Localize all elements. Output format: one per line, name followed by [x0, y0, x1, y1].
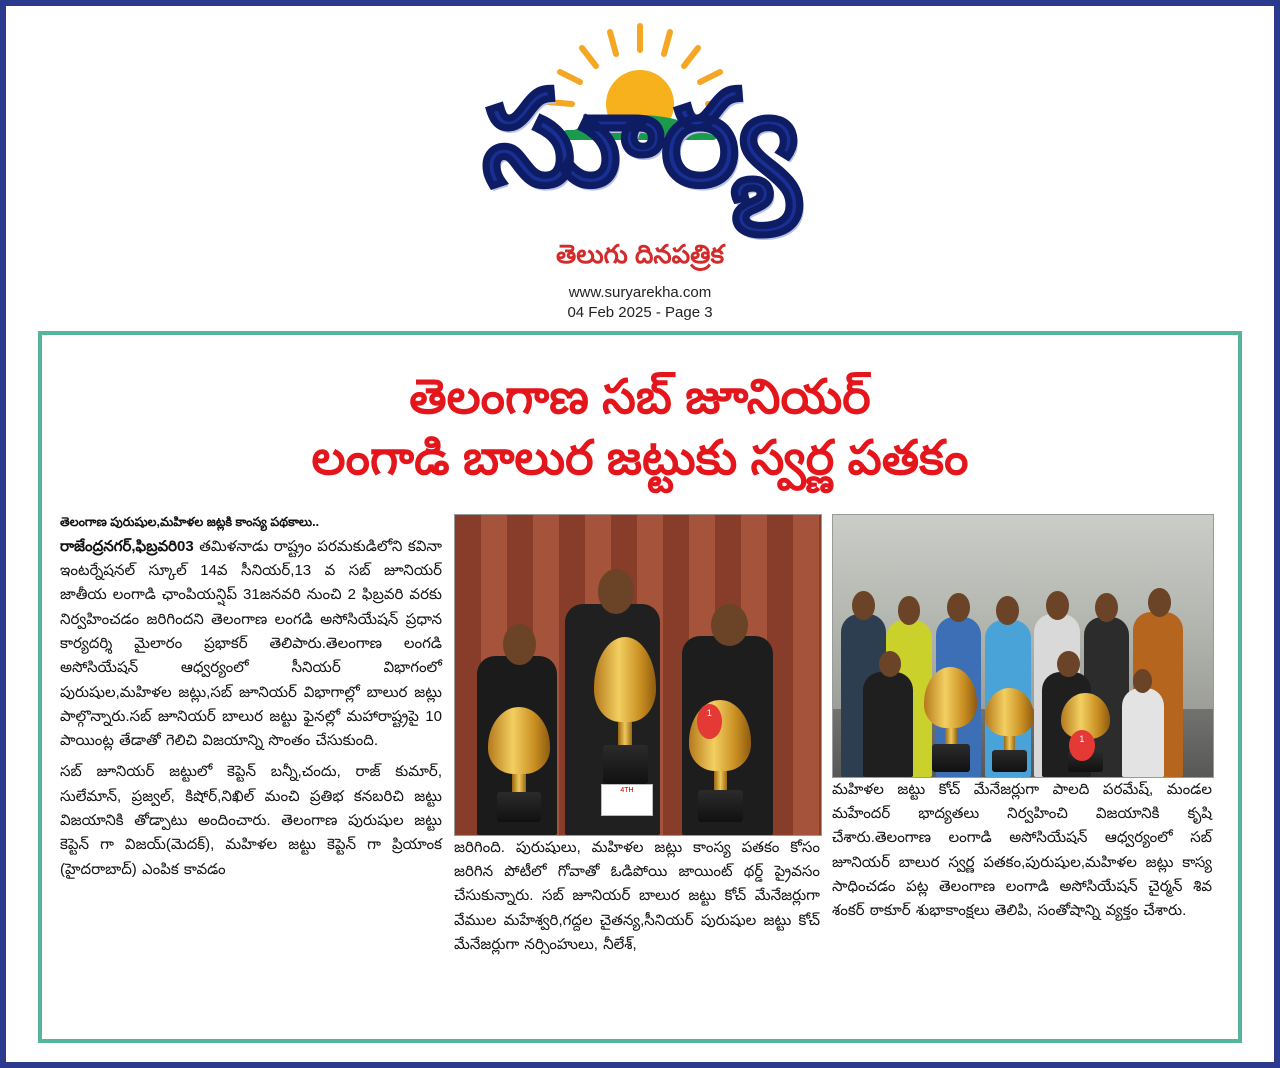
- article-kicker: తెలంగాణ పురుషుల,మహిళల జట్లకి కాంస్య పథకాలు..: [60, 514, 320, 529]
- article-headline: [60, 351, 1220, 500]
- team-member-5-head: [1046, 591, 1069, 620]
- newspaper-logo: [360, 14, 920, 282]
- website-url: www.suryarekha.com: [568, 284, 712, 301]
- team-member-front-3: [1122, 688, 1164, 777]
- group-trophy-center: [985, 688, 1034, 772]
- team-member-3-head: [947, 593, 970, 622]
- column-two: [454, 514, 820, 964]
- athlete-left-head: [503, 624, 536, 666]
- logo-wordmark: సూర్య: [482, 65, 798, 212]
- medal-badge: 1: [697, 704, 723, 739]
- article-body: [60, 514, 1220, 964]
- column-one: [60, 514, 442, 964]
- masthead: [6, 6, 1274, 331]
- headline-line-2: లంగాడి బాలుర జట్టుకు స్వర్ణ పతకం: [311, 432, 969, 486]
- article-clipping: [38, 331, 1242, 1043]
- team-member-front-1: [863, 672, 912, 777]
- trophy-center: [594, 637, 656, 784]
- paragraph-one: [60, 535, 442, 754]
- team-member-2-head: [898, 596, 921, 625]
- athlete-center-head: [598, 569, 635, 614]
- issue-date-page: 04 Feb 2025 - Page 3: [567, 304, 713, 321]
- dateline: రాజేంద్రనగర్,ఫిబ్రవరి03: [60, 537, 194, 555]
- team-member-1-head: [852, 591, 875, 620]
- paragraph-one-text: తమిళనాడు రాష్ట్రం పరమకుడిలోని కవినా ఇంటర్నేషనల్ స్కూల్ 14వ సీనియర్,13 వ సబ్ జూనియర్ జాతీయ లంగాడి ఛాంపియన్షిప్ 31జనవరి నుంచి 2 ఫిబ్రవరి వరకు నిర్వహించడం జరిగిందని తెలంగాణ లంగడి అసోసియేషన్ ప్రధాన కార్యదర్శి మైలారం ప్రభాకర్ తెలిపారు.తెలంగాణ లంగడి అసోసియేషన్ ఆధ్వర్యంలో సీనియర్ విభాగంలో పురుషుల,మహిళల జట్లు,సబ్ జూనియర్ విభాగాల్లో బాలుర జట్లు పాల్గొన్నారు.సబ్ జూనియర్ బాలుర జట్టు ఫైనల్లో మహారాష్ట్రపై 10 పాయింట్ల తేడాతో గెలిచి విజయాన్ని సొంతం చేసుకుంది.: [60, 537, 442, 750]
- athlete-right-head: [711, 604, 748, 646]
- logo-tagline: తెలుగు దినపత్రిక: [555, 239, 725, 269]
- column-two-text: జరిగింది. పురుషులు, మహిళల జట్లు కాంస్య పతకం కోసం జరిగిన పోటీలో గోవాతో ఓడిపోయి జాయింట్ థర్డ్ ప్రైవసం చేసుకున్నారు. సబ్ జూనియర్ బాలుర జట్టు కోచ్ మేనేజర్లుగా వేముల మహేశ్వరి,గద్దల చైతన్య,సీనియర్ పురుషుల జట్టు కోచ్ మేనేజర్లుగా నర్సింహులు, నీలేశ్,: [454, 838, 820, 954]
- column-three-text: మహిళల జట్టు కోచ్ మేనేజర్లుగా పాలది పరమేష్, మండల మహేందర్ భాద్యతలు నిర్వహించి విజయానికి కృషి చేశారు.తెలంగాణ లంగాడి అసోసియేషన్ ఆధ్వర్యంలో సబ్ జూనియర్ బాలుర స్వర్ణ పతకం,పురుషుల,మహిళల జట్లు కాస్య సాధించడం పట్ల తెలంగాణ లంగాడి అసోసియేషన్ చైర్మన్ శివ శంకర్ ఠాకూర్ శుభాకాంక్షలు తెలిపి, సంతోషాన్ని వ్యక్తం చేశారు.: [832, 780, 1212, 920]
- trophy-plaque-center: 4TH: [601, 784, 652, 816]
- paragraph-two: సబ్ జూనియర్ జట్టులో కెప్టెన్ బన్నీ,చందు, రాజ్ కుమార్, సులేమాన్, ప్రజ్వల్, కిషోర్,నిఖిల్ మంచి ప్రతిభ కనబరిచి జట్టు విజయానికి తోడ్పాటు అందించారు. తెలంగాణ పురుషుల జట్టు కెప్టెన్ గా విజయ్(మెదక్), మహిళల జట్టు కెప్టెన్ గా ప్రియాంక (హైదరాబాద్) ఎంపిక కావడం: [60, 763, 442, 878]
- group-trophy-left: [924, 667, 977, 772]
- photo-athletes-with-trophies: [454, 514, 822, 836]
- headline-line-1: తెలంగాణ సబ్ జూనియర్: [409, 371, 871, 424]
- photo-team-group: [832, 514, 1214, 778]
- team-member-4-head: [996, 596, 1019, 625]
- group-medal-badge: 1: [1069, 730, 1096, 761]
- trophy-left: [488, 707, 550, 822]
- column-three: [832, 514, 1212, 964]
